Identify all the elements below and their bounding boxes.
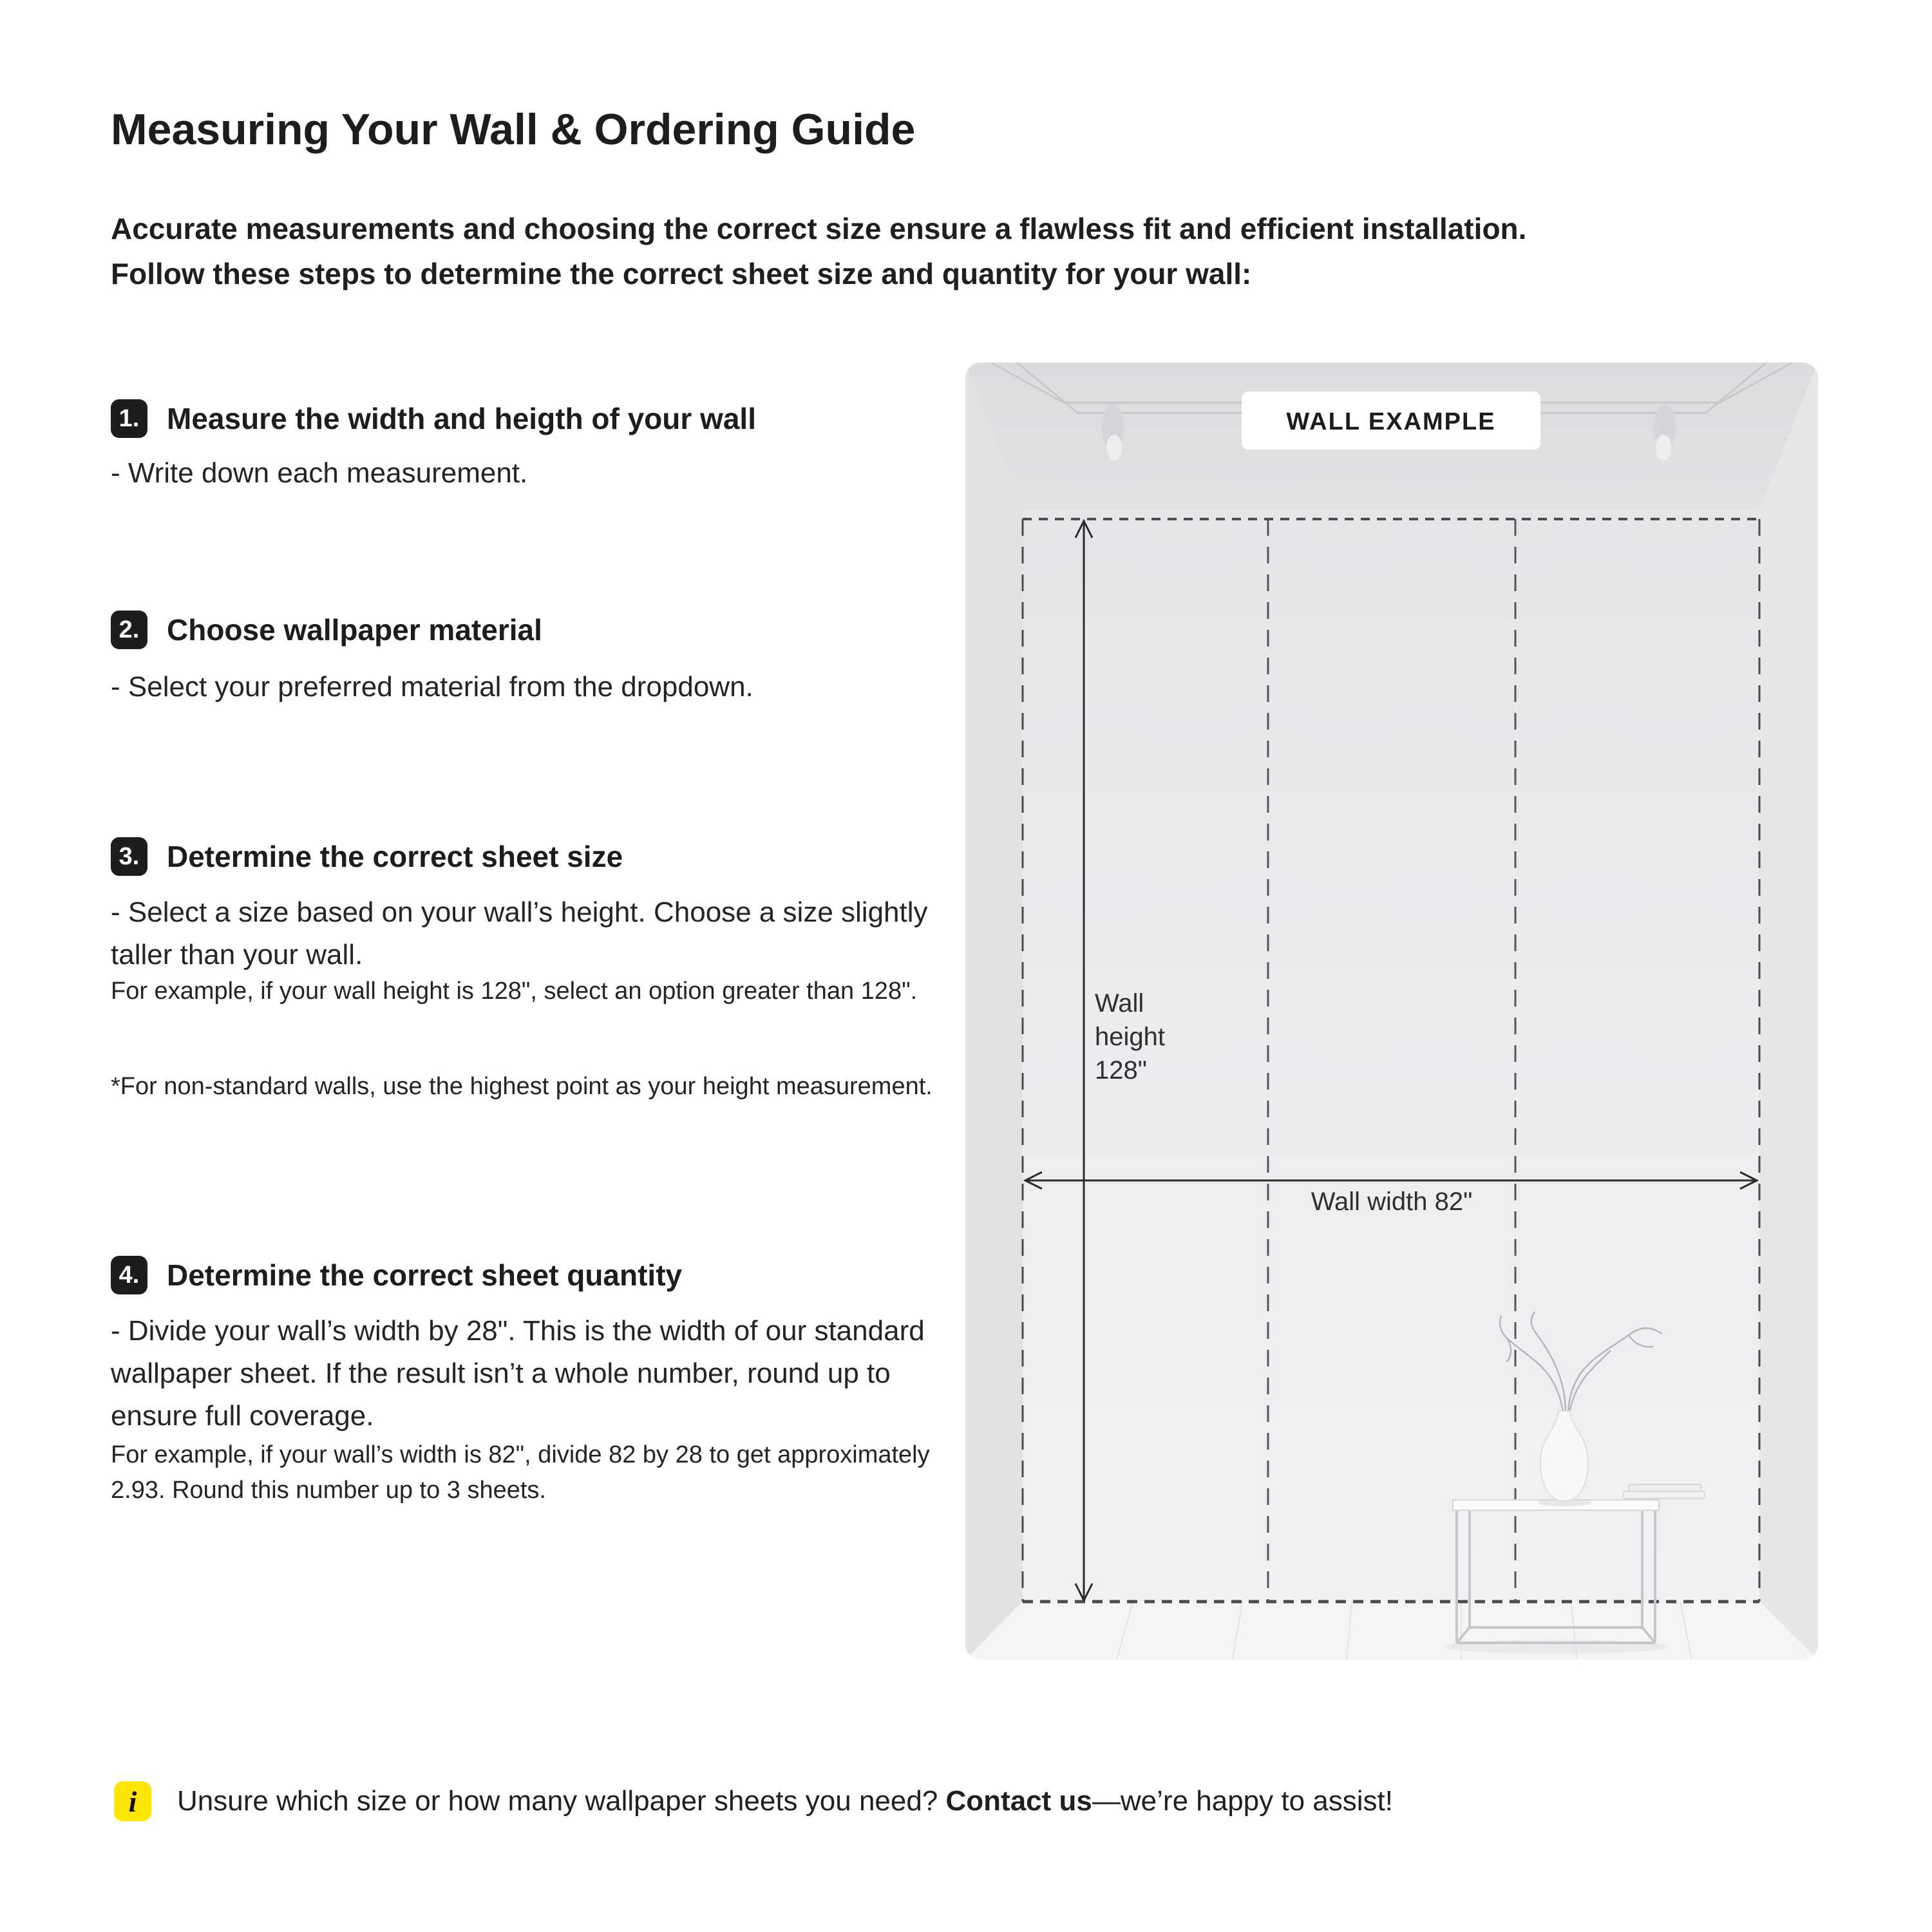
step-4-example: For example, if your wall’s width is 82", divide 82 by 28 to get approximately 2.93. Round this number up to 3 sheets. [111,1441,930,1504]
step-3-number-badge: 3. [111,837,147,876]
step-1-title: Measure the width and heigth of your wall [167,402,756,435]
step-2-heading [111,611,542,649]
contact-us-link[interactable]: Contact us [945,1785,1092,1817]
left-side-wall [965,363,1023,1660]
footer-text-before: Unsure which size or how many wallpaper sheets you need? [177,1785,946,1817]
footer-help-text [177,1785,1393,1817]
right-side-wall [1759,363,1818,1660]
step-3-description: - Select a size based on your wall’s height. Choose a size slightly taller than your wall. [111,896,928,971]
intro-paragraph [111,206,1888,296]
step-2-description: - Select your preferred material from the dropdown. [111,671,753,703]
step-1-description: - Write down each measurement. [111,457,528,489]
step-2-title: Choose wallpaper material [167,613,542,647]
intro-line-1: Accurate measurements and choosing the correct size ensure a flawless fit and efficient installation. [111,212,1527,245]
footer-help-row [114,1781,1393,1821]
wall-width-label: Wall width 82" [1311,1188,1473,1216]
wall-example-label [1242,392,1540,450]
step-4-heading [111,1256,682,1294]
wall-height-label-line2: height [1095,1023,1165,1051]
room-illustration [965,363,1818,1660]
step-3-title: Determine the correct sheet size [167,840,623,873]
wall-height-label-line3: 128" [1095,1056,1147,1084]
page-title: Measuring Your Wall & Ordering Guide [111,105,916,154]
step-4-description: - Divide your wall’s width by 28". This is the width of our standard wallpaper sheet. If the result isn’t a whole number, round up to ensure full coverage. [111,1315,925,1432]
books-stack [1624,1484,1705,1499]
info-icon: i [114,1781,151,1821]
step-4-title: Determine the correct sheet quantity [167,1258,683,1292]
back-wall [1023,509,1759,1602]
step-3-note: *For non-standard walls, use the highest point as your height measurement. [111,1073,933,1100]
step-3-example: For example, if your wall height is 128", select an option greater than 128". [111,978,918,1005]
wall-height-label-line1: Wall [1095,989,1144,1018]
step-1-heading [111,399,756,438]
footer-text-after: —we’re happy to assist! [1092,1785,1393,1817]
wall-example-label-text: WALL EXAMPLE [1286,408,1496,435]
wall-example-image [965,363,1818,1660]
step-3-heading [111,837,623,876]
step-2-number-badge: 2. [111,611,147,649]
step-1-number-badge: 1. [111,399,147,438]
step-4-number-badge: 4. [111,1256,147,1294]
intro-line-2: Follow these steps to determine the correct sheet size and quantity for your wall: [111,257,1252,290]
